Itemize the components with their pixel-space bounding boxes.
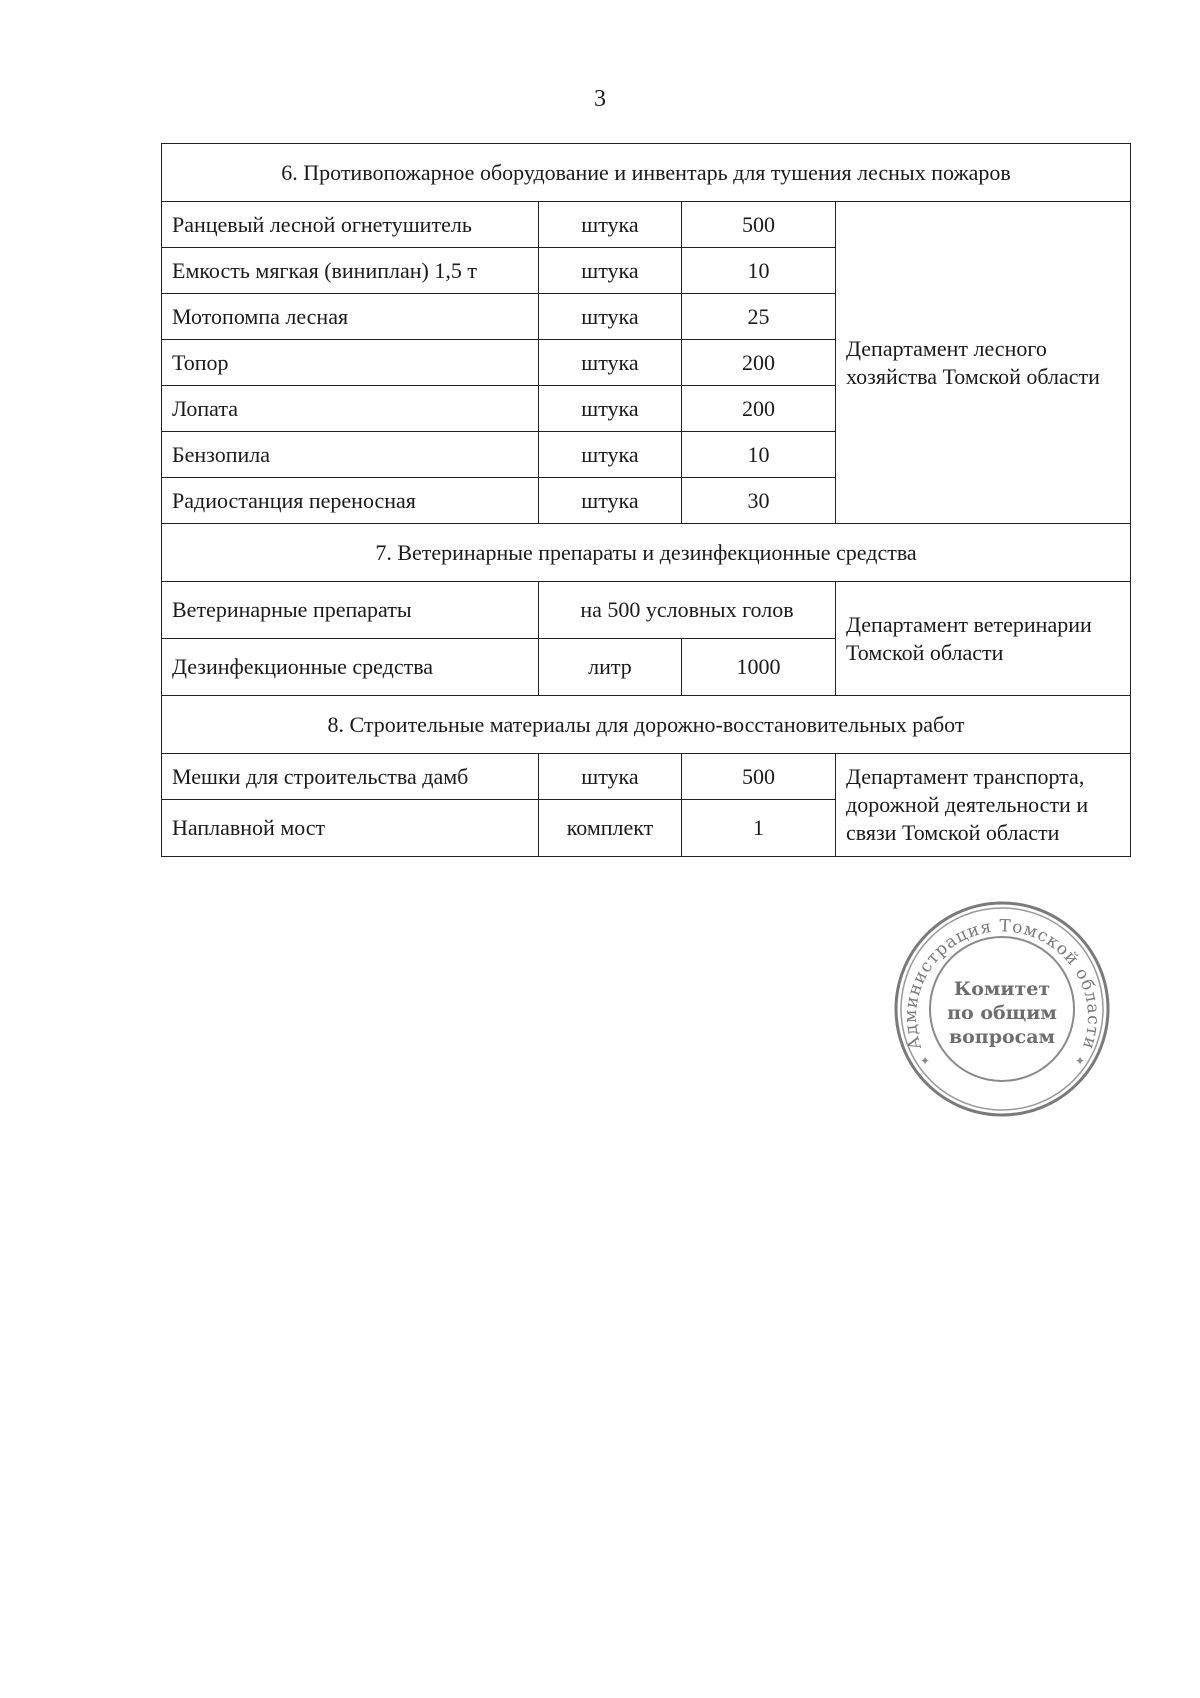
item-name: Наплавной мост <box>162 800 539 857</box>
item-unit-merged: на 500 условных голов <box>539 582 836 639</box>
item-unit: штука <box>539 386 682 432</box>
stamp-center-line: вопросам <box>948 1026 1056 1048</box>
star-icon: ✦ <box>1075 1054 1086 1068</box>
item-name: Ветеринарные препараты <box>162 582 539 639</box>
table-row <box>162 582 1131 639</box>
item-quantity: 500 <box>682 202 836 248</box>
responsible-department: Департамент ветеринарии Томской области <box>836 582 1131 696</box>
item-name: Емкость мягкая (виниплан) 1,5 т <box>162 248 539 294</box>
resource-table <box>161 143 1131 857</box>
item-quantity: 1000 <box>682 639 836 696</box>
item-name: Ранцевый лесной огнетушитель <box>162 202 539 248</box>
responsible-department: Департамент лесного хозяйства Томской области <box>836 202 1131 524</box>
item-name: Мешки для строительства дамб <box>162 754 539 800</box>
table-row <box>162 754 1131 800</box>
section-header-row <box>162 696 1131 754</box>
item-unit: комплект <box>539 800 682 857</box>
item-quantity: 200 <box>682 386 836 432</box>
item-unit: штука <box>539 248 682 294</box>
item-name: Топор <box>162 340 539 386</box>
item-name: Радиостанция переносная <box>162 478 539 524</box>
section-title: 8. Строительные материалы для дорожно-восстановительных работ <box>162 696 1131 754</box>
responsible-department: Департамент транспорта, дорожной деятельности и связи Томской области <box>836 754 1131 857</box>
item-name: Бензопила <box>162 432 539 478</box>
item-unit: штука <box>539 340 682 386</box>
item-quantity: 500 <box>682 754 836 800</box>
item-quantity: 200 <box>682 340 836 386</box>
stamp-center-line: по общим <box>947 1002 1057 1024</box>
stamp-center-line: Комитет <box>953 978 1051 1000</box>
section-title: 6. Противопожарное оборудование и инвентарь для тушения лесных пожаров <box>162 144 1131 202</box>
section-header-row <box>162 524 1131 582</box>
page-number: 3 <box>594 86 606 112</box>
item-quantity: 10 <box>682 432 836 478</box>
item-unit: штука <box>539 478 682 524</box>
star-icon: ✦ <box>920 1054 931 1068</box>
item-unit: штука <box>539 754 682 800</box>
item-unit: литр <box>539 639 682 696</box>
table-row <box>162 202 1131 248</box>
item-name: Мотопомпа лесная <box>162 294 539 340</box>
official-stamp <box>892 899 1112 1119</box>
stamp-ring-text: Администрация Томской области <box>900 916 1104 1053</box>
item-unit: штука <box>539 432 682 478</box>
item-quantity: 25 <box>682 294 836 340</box>
item-quantity: 30 <box>682 478 836 524</box>
item-quantity: 10 <box>682 248 836 294</box>
section-header-row <box>162 144 1131 202</box>
item-quantity: 1 <box>682 800 836 857</box>
item-name: Лопата <box>162 386 539 432</box>
item-unit: штука <box>539 294 682 340</box>
section-title: 7. Ветеринарные препараты и дезинфекционные средства <box>162 524 1131 582</box>
item-name: Дезинфекционные средства <box>162 639 539 696</box>
item-unit: штука <box>539 202 682 248</box>
